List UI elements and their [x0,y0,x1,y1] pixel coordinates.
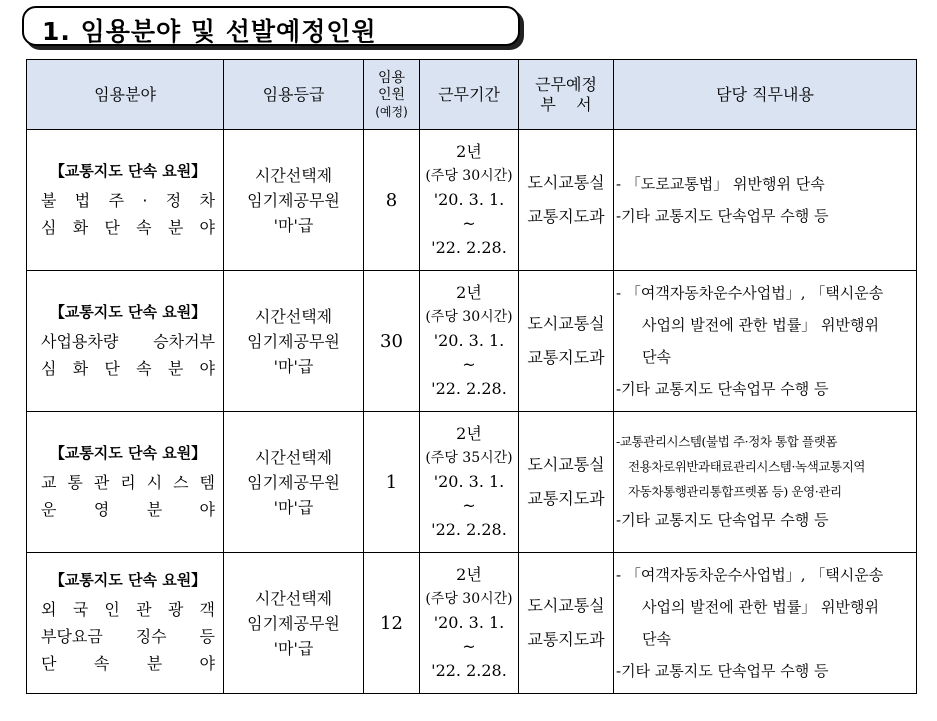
table-header-row [27,60,917,130]
recruitment-table [26,59,917,694]
period-cell: 2년 (주당 30시간) '20. 3. 1. ~ '22. 2.28. [420,130,519,271]
field-tag: 【교통지도 단속 요원】 [49,302,207,321]
table-row [27,130,917,271]
duty-cell: - 「여객자동차운수사업법」, 「택시운송 사업의 발전에 관한 법률」 위반행위 단속 -기타 교통지도 단속업무 수행 등 [614,553,917,694]
header-count: 임용 인원 (예정) [364,60,420,130]
dept-cell: 도시교통실 교통지도과 [519,271,614,412]
duty-cell: - 「여객자동차운수사업법」, 「택시운송 사업의 발전에 관한 법률」 위반행위 단속 -기타 교통지도 단속업무 수행 등 [614,271,917,412]
dept-cell: 도시교통실 교통지도과 [519,130,614,271]
table-row [27,271,917,412]
section-title-box [22,6,520,46]
table-row [27,412,917,553]
field-tag: 【교통지도 단속 요원】 [49,443,207,462]
field-cell: 【교통지도 단속 요원】 불 법 주 · 정 차 심 화 단 속 분 야 [27,130,224,271]
period-cell: 2년 (주당 30시간) '20. 3. 1. ~ '22. 2.28. [420,271,519,412]
count-cell: 30 [364,271,420,412]
grade-cell: 시간선택제 임기제공무원 '마'급 [224,412,364,553]
dept-cell: 도시교통실 교통지도과 [519,553,614,694]
field-cell: 【교통지도 단속 요원】 외 국 인 관 광 객 부당요금 징수 등 단 속 분 야 [27,553,224,694]
header-period: 근무기간 [420,60,519,130]
count-cell: 12 [364,553,420,694]
count-cell: 8 [364,130,420,271]
grade-cell: 시간선택제 임기제공무원 '마'급 [224,130,364,271]
field-cell: 【교통지도 단속 요원】 사업용차량 승차거부 심 화 단 속 분 야 [27,271,224,412]
period-cell: 2년 (주당 35시간) '20. 3. 1. ~ '22. 2.28. [420,412,519,553]
dept-cell: 도시교통실 교통지도과 [519,412,614,553]
count-cell: 1 [364,412,420,553]
grade-cell: 시간선택제 임기제공무원 '마'급 [224,271,364,412]
grade-cell: 시간선택제 임기제공무원 '마'급 [224,553,364,694]
duty-cell: - 「도로교통법」 위반행위 단속 -기타 교통지도 단속업무 수행 등 [614,130,917,271]
table-row [27,553,917,694]
period-cell: 2년 (주당 30시간) '20. 3. 1. ~ '22. 2.28. [420,553,519,694]
field-tag: 【교통지도 단속 요원】 [49,161,207,180]
section-title: 1. 임용분야 및 선발예정인원 [42,17,377,46]
header-dept: 근무예정 부 서 [519,60,614,130]
field-tag: 【교통지도 단속 요원】 [49,571,207,589]
duty-cell: -교통관리시스템(불법 주·정차 통합 플랫폼 전용차로위반과태료관리시스템·녹색교통지역 자동차통행관리통합프렛폼 등) 운영·관리 -기타 교통지도 단속업무 수행 등 [614,412,917,553]
header-field: 임용분야 [27,60,224,130]
header-duty: 담당 직무내용 [614,60,917,130]
header-grade: 임용등급 [224,60,364,130]
field-cell: 【교통지도 단속 요원】 교 통 관 리 시 스 템 운 영 분 야 [27,412,224,553]
